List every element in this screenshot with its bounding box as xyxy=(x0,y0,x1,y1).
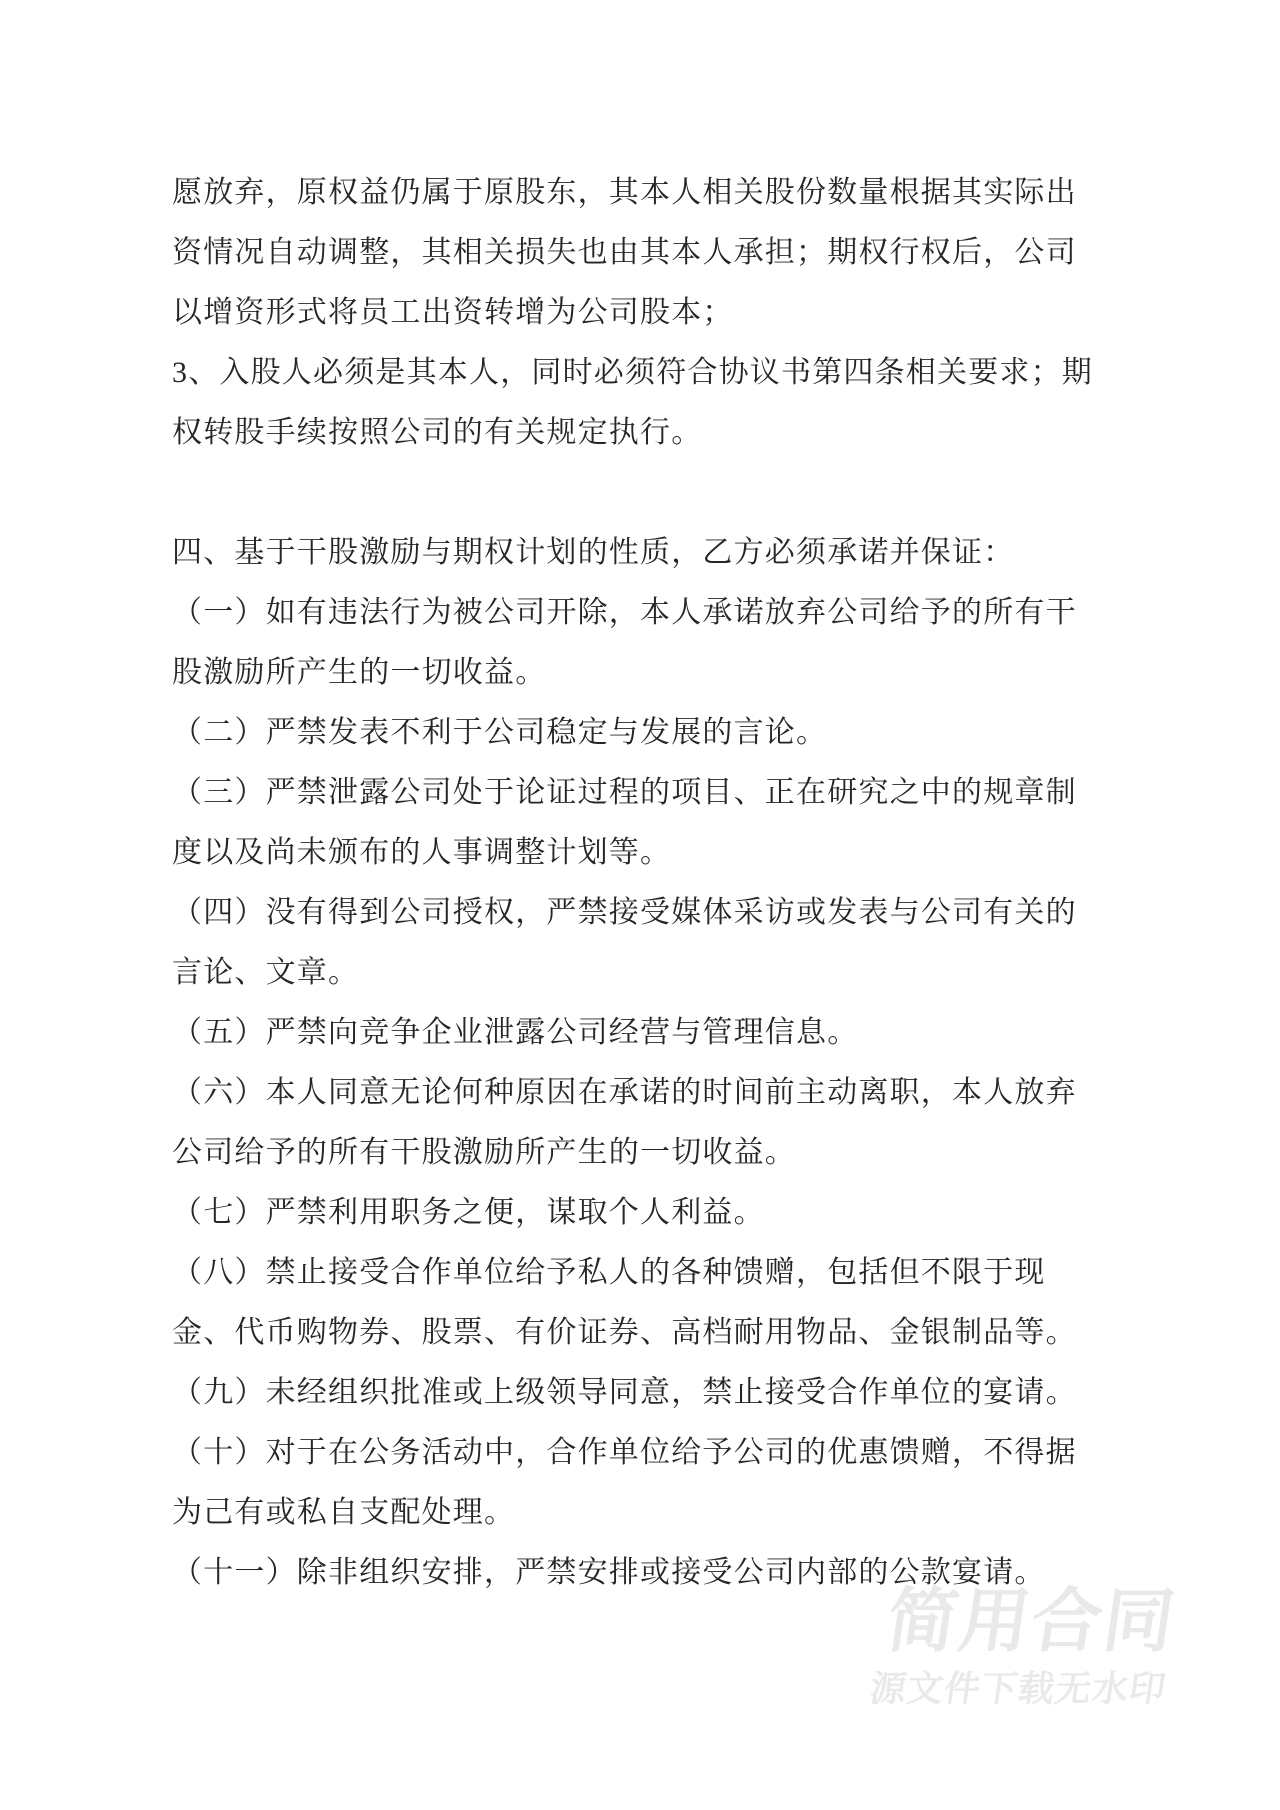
blank-line xyxy=(172,463,1112,523)
document-line: （二）严禁发表不利于公司稳定与发展的言论。 xyxy=(172,716,828,749)
document-line: （七）严禁利用职务之便，谋取个人利益。 xyxy=(172,1196,765,1229)
document-line: 度以及尚未颁布的人事调整计划等。 xyxy=(172,836,672,869)
document-line: 公司给予的所有干股激励所产生的一切收益。 xyxy=(172,1136,796,1169)
document-line: 3、入股人必须是其本人，同时必须符合协议书第四条相关要求；期 xyxy=(172,356,1093,389)
document-line: 资情况自动调整，其相关损失也由其本人承担；期权行权后，公司 xyxy=(172,236,1077,269)
document-line: 愿放弃，原权益仍属于原股东，其本人相关股份数量根据其实际出 xyxy=(172,176,1077,209)
document-line: （五）严禁向竞争企业泄露公司经营与管理信息。 xyxy=(172,1016,859,1049)
document-line: 四、基于干股激励与期权计划的性质，乙方必须承诺并保证： xyxy=(172,536,1015,569)
site-watermark xyxy=(867,1580,1182,1710)
watermark-title: 简用合同 xyxy=(882,1580,1182,1662)
document-text xyxy=(172,163,1112,1603)
document-line: （八）禁止接受合作单位给予私人的各种馈赠，包括但不限于现 xyxy=(172,1256,1046,1289)
document-line: （四）没有得到公司授权，严禁接受媒体采访或发表与公司有关的 xyxy=(172,896,1077,929)
document-line: （三）严禁泄露公司处于论证过程的项目、正在研究之中的规章制 xyxy=(172,776,1077,809)
document-line: 以增资形式将员工出资转增为公司股本； xyxy=(172,296,734,329)
document-line: 为己有或私自支配处理。 xyxy=(172,1496,516,1529)
document-line: （九）未经组织批准或上级领导同意，禁止接受合作单位的宴请。 xyxy=(172,1376,1077,1409)
document-line: 言论、文章。 xyxy=(172,956,360,989)
document-line: （六）本人同意无论何种原因在承诺的时间前主动离职，本人放弃 xyxy=(172,1076,1077,1109)
document-line: （一）如有违法行为被公司开除，本人承诺放弃公司给予的所有干 xyxy=(172,596,1077,629)
document-line: （十一）除非组织安排，严禁安排或接受公司内部的公款宴请。 xyxy=(172,1556,1046,1589)
document-line: 权转股手续按照公司的有关规定执行。 xyxy=(172,416,703,449)
document-line: 股激励所产生的一切收益。 xyxy=(172,656,547,689)
watermark-subtitle: 源文件下载无水印 xyxy=(867,1669,1170,1710)
document-line: 金、代币购物券、股票、有价证券、高档耐用物品、金银制品等。 xyxy=(172,1316,1077,1349)
document-line: （十）对于在公务活动中，合作单位给予公司的优惠馈赠，不得据 xyxy=(172,1436,1077,1469)
